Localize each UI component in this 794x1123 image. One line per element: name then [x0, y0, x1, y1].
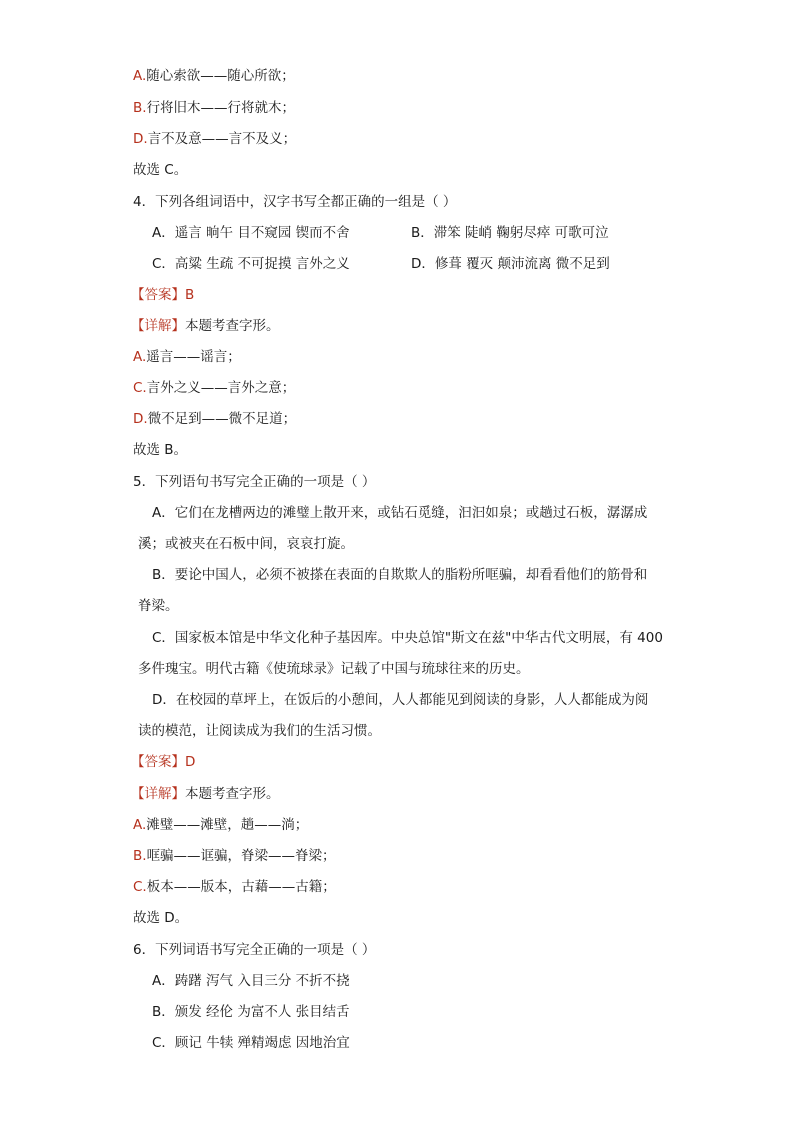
detail-tag: 【详解】	[131, 786, 185, 802]
fix-label: B.	[133, 848, 147, 864]
question-4-option-b: B．滞笨 陡峭 鞠躬尽瘁 可歌可泣	[411, 225, 609, 241]
question-4-option-d: D．修葺 覆灭 颠沛流离 微不足到	[411, 256, 610, 272]
fix-label: B.	[133, 100, 147, 116]
question-4-option-a: A．遥言 晌午 目不窥园 锲而不舍	[152, 225, 350, 241]
fix-text: 遥言——谣言；	[146, 349, 241, 365]
choose-line: 故选 B。	[133, 442, 188, 458]
fix-line	[133, 67, 295, 85]
question-5-option-d-cont: 读的模范，让阅读成为我们的生活习惯。	[138, 723, 381, 739]
fix-text: 言不及意——言不及义；	[147, 131, 297, 147]
fix-text: 微不足到——微不足道；	[147, 411, 297, 427]
fix-line	[133, 410, 296, 428]
question-6-option-a: A．踌躇 泻气 入目三分 不折不挠	[152, 973, 350, 989]
fix-text: 哐骗——诓骗，脊梁——脊梁；	[146, 848, 336, 864]
question-4-answer	[131, 286, 194, 304]
question-5-option-a-cont: 溪；或被夹在石板中间，哀哀打旋。	[138, 536, 354, 552]
question-6-option-c: C．顾记 牛犊 殚精竭虑 因地治宜	[152, 1035, 350, 1051]
fix-line	[133, 348, 241, 366]
choose-line: 故选 C。	[133, 162, 188, 178]
fix-line	[133, 99, 295, 117]
fix-line	[133, 130, 296, 148]
fix-text: 行将旧木——行将就木；	[146, 100, 296, 116]
question-4-detail	[131, 317, 280, 335]
question-5-stem: 5．下列语句书写完全正确的一项是（ ）	[133, 474, 376, 490]
detail-text: 本题考查字形。	[185, 786, 280, 802]
fix-text: 言外之义——言外之意；	[146, 380, 296, 396]
fix-line	[133, 878, 336, 896]
answer-value: B	[185, 287, 195, 303]
answer-tag: 【答案】	[131, 754, 185, 770]
question-6-stem: 6．下列词语书写完全正确的一项是（ ）	[133, 942, 376, 958]
detail-text: 本题考查字形。	[185, 318, 280, 334]
fix-label: A.	[133, 349, 147, 365]
question-5-option-a: A．它们在龙槽两边的滩璧上散开来，或钻石觅缝，汩汩如泉；或趟过石板，潺潺成	[152, 505, 648, 521]
fix-text: 板本——版本，古藉——古籍；	[146, 879, 336, 895]
answer-value: D	[185, 754, 196, 770]
fix-line	[133, 816, 308, 834]
fix-label: C.	[133, 380, 147, 396]
question-5-detail	[131, 785, 280, 803]
detail-tag: 【详解】	[131, 318, 185, 334]
question-5-option-d: D．在校园的草坪上，在饭后的小憩间，人人都能见到阅读的身影，人人都能成为阅	[152, 692, 649, 708]
fix-label: A.	[133, 68, 147, 84]
fix-label: D.	[133, 131, 148, 147]
question-4-option-c: C．高粱 生疏 不可捉摸 言外之义	[152, 256, 350, 272]
answer-tag: 【答案】	[131, 287, 185, 303]
fix-line	[133, 379, 295, 397]
fix-text: 随心索欲——随心所欲；	[146, 68, 295, 84]
question-6-option-b: B．颁发 经伦 为富不人 张目结舌	[152, 1004, 350, 1020]
question-5-option-c-cont: 多件瑰宝。明代古籍《使琉球录》记载了中国与琉球往来的历史。	[138, 661, 530, 677]
question-4-stem: 4．下列各组词语中，汉字书写全都正确的一组是（ ）	[133, 194, 457, 210]
question-5-option-b: B．要论中国人，必须不被搽在表面的自欺欺人的脂粉所哐骗，却看看他们的筋骨和	[152, 567, 648, 583]
question-5-option-c: C．国家板本馆是中华文化种子基因库。中央总馆"斯文在兹"中华古代文明展，有 400	[152, 630, 663, 646]
fix-label: C.	[133, 879, 147, 895]
choose-line: 故选 D。	[133, 910, 189, 926]
fix-label: D.	[133, 411, 148, 427]
fix-line	[133, 847, 336, 865]
fix-text: 滩璧——滩壁，趟——淌；	[146, 817, 309, 833]
fix-label: A.	[133, 817, 147, 833]
question-5-option-b-cont: 脊梁。	[138, 598, 179, 614]
question-5-answer	[131, 753, 195, 771]
